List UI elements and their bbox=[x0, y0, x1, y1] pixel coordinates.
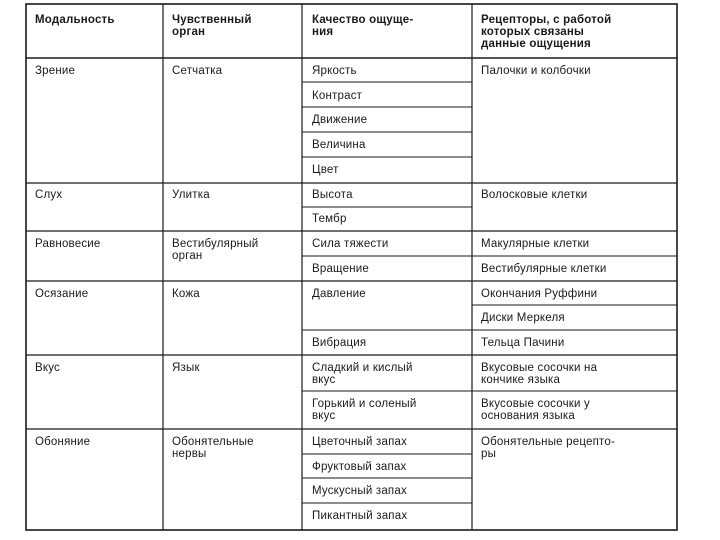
modality-hearing: Слух bbox=[35, 189, 63, 201]
quality-floral: Цветочный запах bbox=[312, 436, 408, 448]
modality-smell: Обоняние bbox=[35, 436, 91, 448]
quality-motion: Движение bbox=[312, 114, 368, 126]
quality-pressure: Давление bbox=[312, 288, 366, 300]
quality-brightness: Яркость bbox=[312, 65, 357, 77]
modality-taste: Вкус bbox=[35, 362, 61, 374]
receptors-hearing: Волосковые клетки bbox=[481, 189, 588, 201]
quality-bitter-salty: Горький и соленый вкус bbox=[312, 398, 417, 422]
receptors-olfactory: Обонятельные рецепто- ры bbox=[481, 436, 616, 460]
quality-sweet-sour: Сладкий и кислый вкус bbox=[312, 362, 413, 386]
organ-taste: Язык bbox=[172, 362, 200, 374]
quality-fruity: Фруктовый запах bbox=[312, 461, 407, 473]
modality-touch: Осязание bbox=[35, 288, 89, 300]
modality-vision: Зрение bbox=[35, 65, 76, 77]
organ-balance: Вестибулярный орган bbox=[172, 238, 259, 262]
senses-table bbox=[25, 3, 678, 531]
quality-timbre: Тембр bbox=[312, 213, 347, 225]
quality-rotation: Вращение bbox=[312, 263, 369, 275]
quality-pungent: Пикантный запах bbox=[312, 510, 408, 522]
quality-color: Цвет bbox=[312, 164, 339, 176]
quality-gravity: Сила тяжести bbox=[312, 238, 389, 250]
modality-balance: Равновесие bbox=[35, 238, 101, 250]
quality-size: Величина bbox=[312, 139, 366, 151]
receptors-merkel: Диски Меркеля bbox=[481, 312, 565, 324]
quality-contrast: Контраст bbox=[312, 90, 363, 102]
header-quality: Качество ощуще- ния bbox=[312, 14, 414, 38]
header-receptors: Рецепторы, с работой которых связаны данные ощущения bbox=[481, 14, 612, 50]
quality-musky: Мускусный запах bbox=[312, 485, 407, 497]
receptors-pacini: Тельца Пачини bbox=[481, 337, 565, 349]
header-organ: Чувственный орган bbox=[172, 14, 252, 38]
receptors-vestibular: Вестибулярные клетки bbox=[481, 263, 607, 275]
quality-pitch: Высота bbox=[312, 189, 353, 201]
quality-vibration: Вибрация bbox=[312, 337, 367, 349]
organ-touch: Кожа bbox=[172, 288, 200, 300]
receptors-tongue-base: Вкусовые сосочки у основания языка bbox=[481, 398, 590, 422]
organ-hearing: Улитка bbox=[172, 189, 210, 201]
header-modality: Модальность bbox=[35, 14, 115, 26]
organ-vision: Сетчатка bbox=[172, 65, 223, 77]
receptors-ruffini: Окончания Руффини bbox=[481, 288, 598, 300]
receptors-tongue-tip: Вкусовые сосочки на кончике языка bbox=[481, 362, 598, 386]
receptors-macular: Макулярные клетки bbox=[481, 238, 590, 250]
organ-smell: Обонятельные нервы bbox=[172, 436, 254, 460]
receptors-vision: Палочки и колбочки bbox=[481, 65, 591, 77]
